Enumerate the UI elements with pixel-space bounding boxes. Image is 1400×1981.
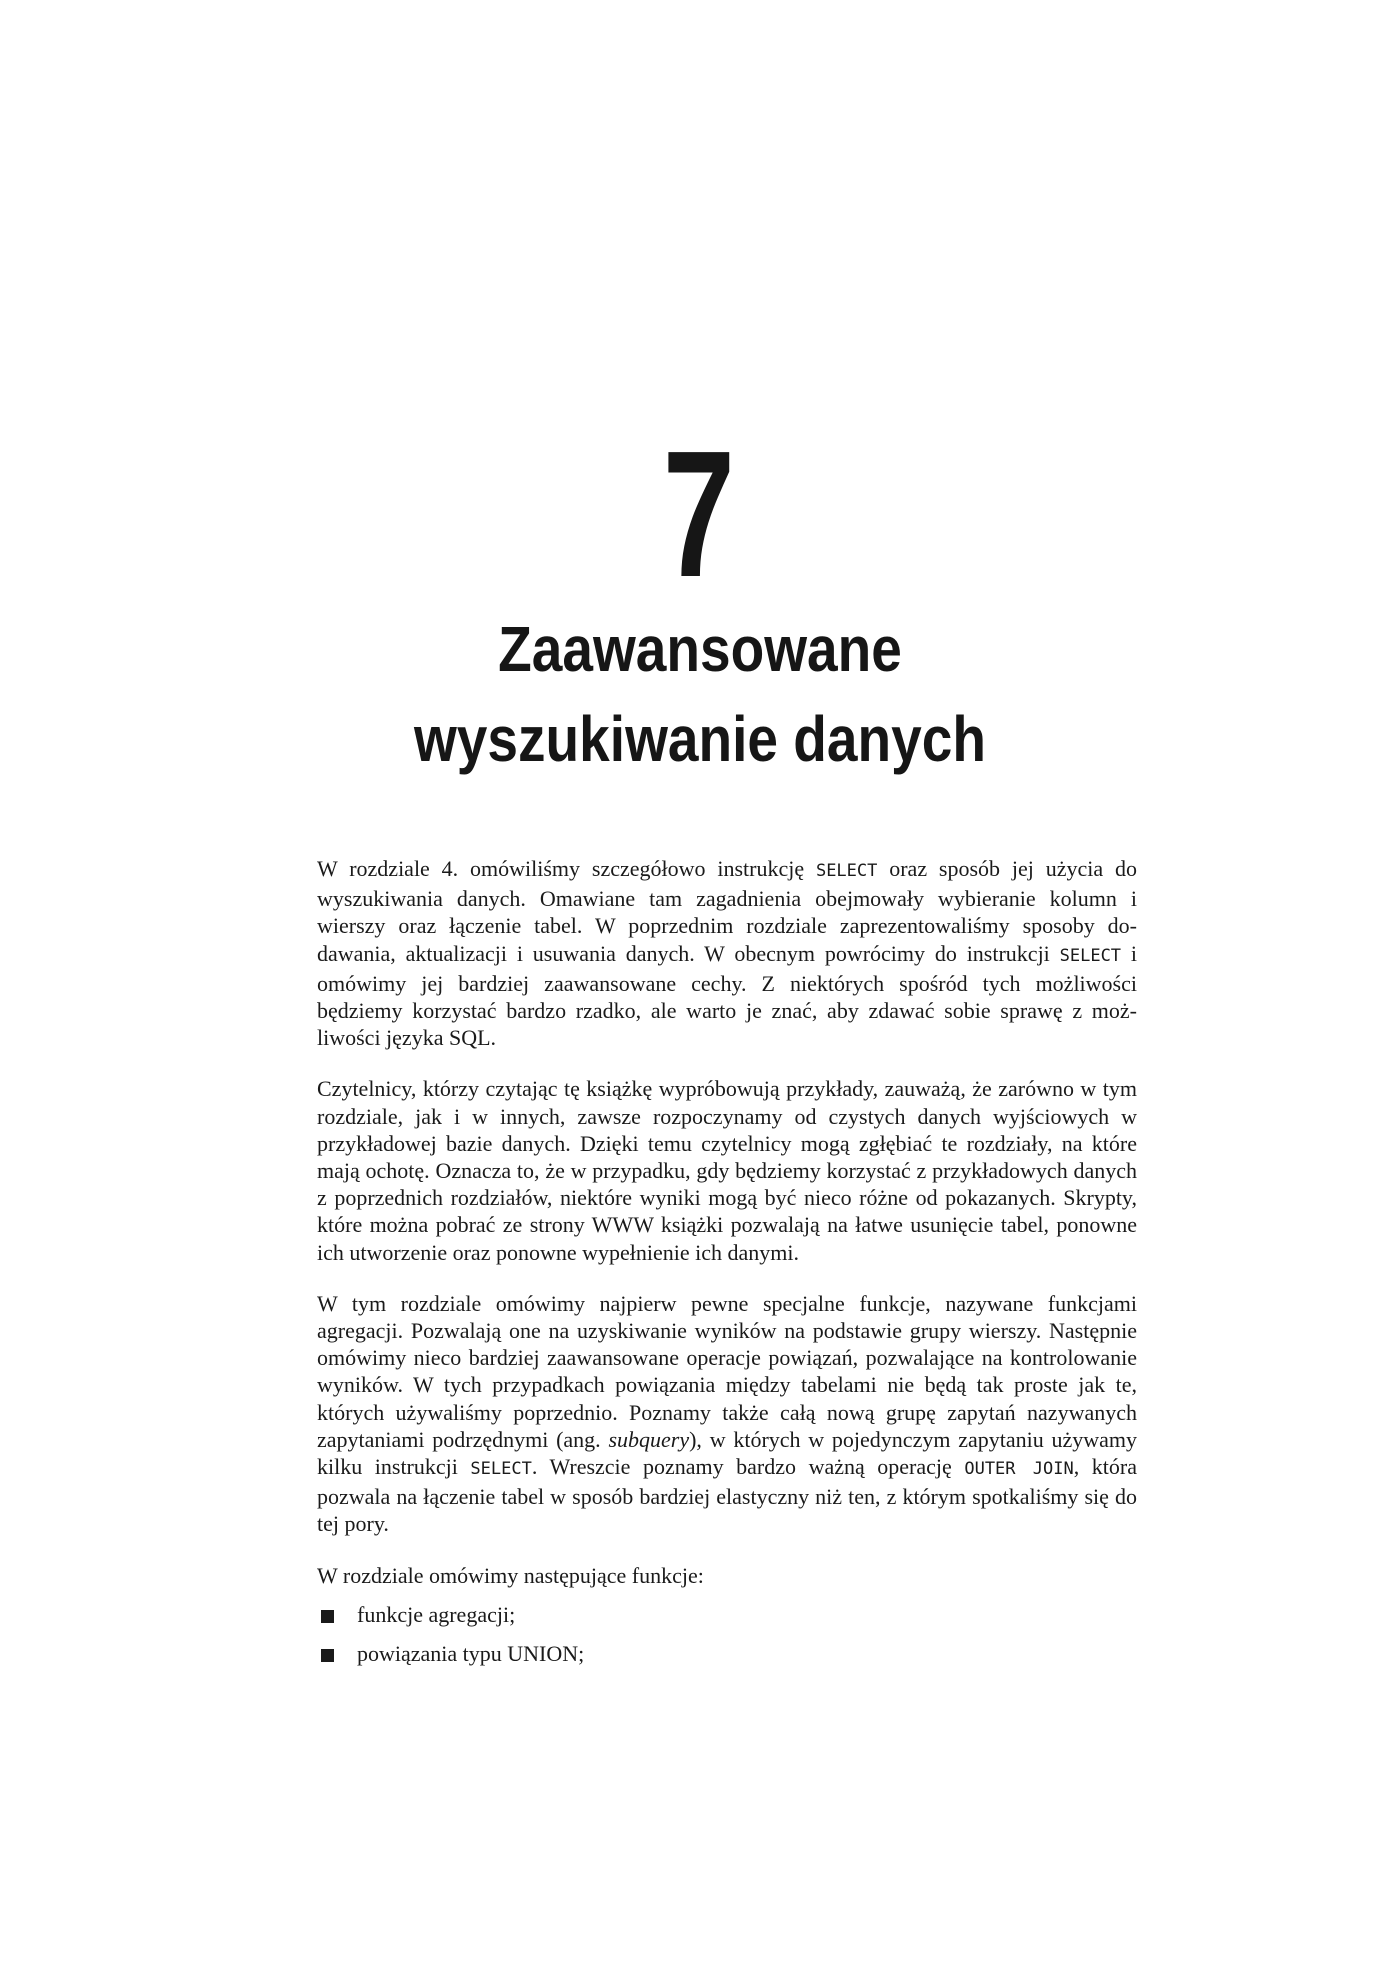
list-item-text: powiązania typu UNION;: [357, 1641, 585, 1667]
text-segment: Czytelnicy, którzy czytając tę książkę wypróbowują przykłady, zauważą, że zarówno w tym rozdziale, jak i w innych, zawsze rozpoczynamy od czystych danych wyjściowych w przykładowej bazie danych. Dzięki temu czytelnicy mogą zgłębiać te rozdziały, na które mają ochotę. Oznacza to, że w przypadku, gdy będziemy korzystać z przykładowych danych z poprzednich rozdziałów, niektóre wyniki mogą być nieco różne od pokazanych. Skrypty, które można pobrać ze strony WWW książki pozwalają na łatwe usunięcie tabel, ponowne ich utworzenie oraz ponowne wypełnienie ich danymi.: [317, 1076, 1137, 1265]
text-segment: ), w których w pojedynczym zapytaniu używamy kilku instrukcji: [317, 1426, 1138, 1480]
paragraph: [317, 1075, 1137, 1265]
list-intro: W rozdziale omówimy następujące funkcje:: [317, 1562, 704, 1588]
inline-code: SELECT: [815, 861, 878, 881]
chapter-title-line-2: wyszukiwanie danych: [413, 703, 987, 775]
paragraph: [317, 855, 1137, 1051]
chapter-title-line-1: Zaawansowane: [498, 613, 902, 685]
chapter-body: [317, 855, 1137, 1679]
text-segment: oraz sposób jej użycia do wyszukiwania danych. Omawiane tam zagadnienia obejmowały wybieranie kolumn i wierszy oraz łączenie tabel. W poprzednim rozdziale zaprezentowaliśmy sposoby dodawania, aktualizacji i usuwania danych. W obecnym powrócimy do instrukcji: [317, 856, 1137, 966]
list-item: [317, 1640, 1137, 1667]
chapter-title: [373, 604, 1027, 784]
text-segment: , która pozwala na łączenie tabel w sposób bardziej elastyczny niż ten, z którym spotkaliśmy się do tej pory.: [317, 1454, 1137, 1537]
square-bullet-icon: [321, 1649, 334, 1662]
feature-list: [317, 1601, 1137, 1667]
inline-code: OUTER JOIN: [964, 1459, 1074, 1480]
text-segment: . Wreszcie poznamy bardzo ważną operację: [531, 1454, 965, 1480]
text-segment: i omówimy jej bardziej zaawansowane cechy. Z niektórych spośród tych możliwości będziemy korzystać bardzo rzadko, ale warto je znać, aby zdawać sobie sprawę z możliwości języka SQL.: [317, 940, 1137, 1051]
text-segment: W rozdziale 4. omówiliśmy szczegółowo instrukcję: [317, 856, 816, 881]
chapter-number: 7: [662, 414, 735, 615]
inline-code: SELECT: [1059, 945, 1122, 966]
list-item-text: funkcje agregacji;: [357, 1601, 516, 1627]
paragraph-container: [317, 855, 1137, 1538]
square-bullet-icon: [321, 1610, 334, 1623]
emphasis-term: subquery: [608, 1426, 690, 1452]
text-segment: W tym rozdziale omówimy najpierw pewne specjalne funkcje, nazywane funkcjami agregacji. Pozwalają one na uzyskiwanie wyników na podstawie grupy wierszy. Następnie omówimy nieco bardziej zaawansowane operacje powiązań, pozwalające na kontrolowanie wyników. W tych przypadkach powiązania między tabelami nie będą tak proste jak te, których używaliśmy poprzednio. Poznamy także całą nową grupę zapytań nazywanych zapytaniami podrzędnymi (ang.: [317, 1290, 1137, 1452]
list-item: [317, 1601, 1137, 1628]
inline-code: SELECT: [470, 1459, 532, 1480]
paragraph: [317, 1290, 1137, 1538]
